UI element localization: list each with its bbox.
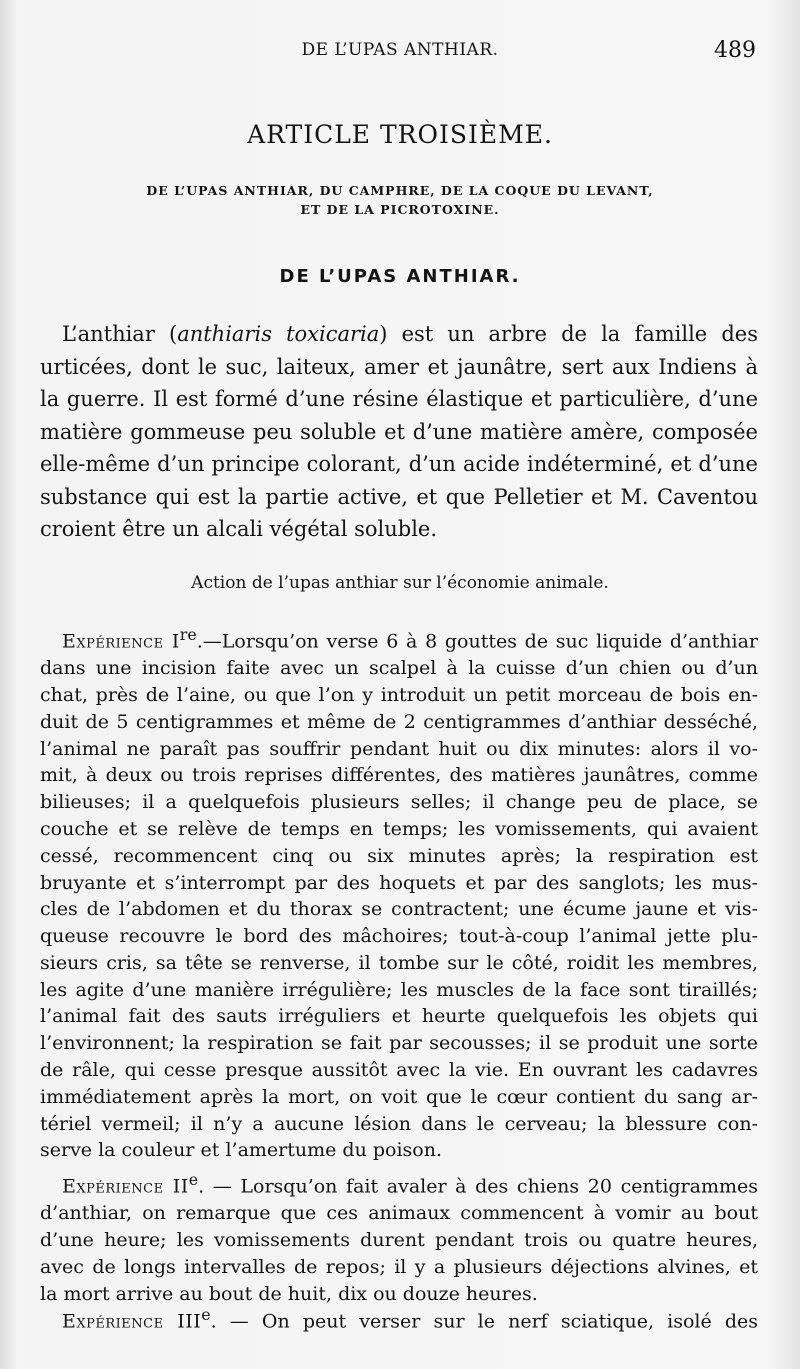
experience-line: d’une heure; les vomissements durent pendant trois ou quatre heures,: [40, 1228, 758, 1251]
intro-line: croient être un alcali végétal soluble.: [40, 517, 438, 541]
intro-paragraph: [40, 318, 758, 546]
experience-line: serve la couleur et l’amertume du poison.: [40, 1139, 442, 1162]
page-number: 489: [714, 38, 756, 63]
experience-text: .—Lorsqu’on verse 6 à 8 gouttes de suc liquide d’anthiar: [196, 630, 758, 653]
experience-line: l’animal fait des sauts irréguliers et heurte quelquefois les objets qui: [40, 1005, 758, 1028]
intro-line: substance qui est la partie active, et que Pelletier et M. Caventou: [40, 484, 758, 509]
experience-line: bruyante et s’interrompt par des hoquets et par des sanglots; les mus-: [40, 871, 758, 894]
experience-line: de râle, qui cesse presque aussitôt avec la vie. En ouvrant les cadavres: [40, 1059, 758, 1082]
experience-label: Expérience II: [62, 1175, 189, 1198]
intro-line: urticées, dont le suc, laiteux, amer et jaunâtre, sert aux Indiens à: [40, 354, 758, 379]
experience-label-sup: e: [188, 1170, 199, 1189]
intro-text: ) est un arbre de la famille des: [379, 322, 758, 346]
experience-line: les agite d’une manière irrégulière; les muscles de la face sont tiraillés;: [40, 978, 758, 1001]
experience-line: la mort arrive au bout de huit, dix ou douze heures.: [40, 1282, 538, 1305]
subsection-title: Action de l’upas anthiar sur l’économie animale.: [191, 573, 609, 593]
experience-line: immédiatement après la mort, on voit que le cœur contient du sang ar-: [40, 1085, 758, 1108]
article-title: ARTICLE TROISIÈME.: [247, 120, 553, 149]
running-head: [0, 38, 800, 68]
intro-text: L’anthiar (: [62, 322, 178, 346]
experience-line: dans une incision faite avec un scalpel à la cuisse d’un chien ou d’un: [40, 657, 758, 680]
experience-line: l’environnent; la respiration se fait par secousses; il se produit une sorte: [40, 1032, 758, 1055]
species-name: anthiaris toxicaria: [177, 322, 380, 346]
experience-1-first-line: [40, 622, 758, 655]
experience-text: . — On peut verser sur le nerf sciatique, isolé des: [210, 1310, 758, 1333]
experience-2: [40, 1167, 758, 1307]
experience-line: avec de longs intervalles de repos; il y a plusieurs déjections alvines, et: [40, 1255, 758, 1278]
experience-1: [40, 622, 758, 1164]
intro-line: elle-même d’un principe colorant, d’un acide indéterminé, et d’une: [40, 452, 758, 476]
experience-line: queuse recouvre le bord des mâchoires; tout-à-coup l’animal jette plu-: [40, 925, 758, 948]
experience-line: mit, à deux ou trois reprises différentes, des matières jaunâtres, comme: [40, 764, 758, 787]
experience-3: [40, 1302, 758, 1335]
article-subtitle-line-1: DE L’UPAS ANTHIAR, DU CAMPHRE, DE LA COQUE DU LEVANT,: [146, 183, 654, 198]
experience-line: tériel vermeil; il n’y a aucune lésion dans le cerveau; la blessure con-: [40, 1112, 758, 1135]
section-heading: DE L’UPAS ANTHIAR.: [279, 266, 521, 287]
experience-line: sieurs cris, sa tête se renverse, il tombe sur le côté, roidit les membres,: [40, 951, 758, 974]
experience-label-sup: e: [201, 1305, 211, 1324]
experience-line: l’animal ne paraît pas souffrir pendant huit ou dix minutes: alors il vo-: [40, 737, 758, 760]
experience-line: cles de l’abdomen et du thorax se contractent; une écume jaune et vis-: [40, 898, 758, 921]
intro-line-first: [40, 318, 758, 351]
article-subtitle-line-2: ET DE LA PICROTOXINE.: [300, 202, 500, 217]
intro-line: la guerre. Il est formé d’une résine élastique et particulière, d’une: [40, 387, 758, 411]
experience-line: chat, près de l’aine, ou que l’on y introduit un petit morceau de bois en-: [40, 683, 758, 706]
experience-2-first-line: [40, 1167, 758, 1200]
experience-text: . — Lorsqu’on fait avaler à des chiens 20 centigrammes: [198, 1175, 758, 1198]
experience-line: bilieuses; il a quelquefois plusieurs selles; il change peu de place, se: [40, 791, 758, 814]
experience-3-first-line: [40, 1302, 758, 1335]
experience-line: d’anthiar, on remarque que ces animaux commencent à vomir au bout: [40, 1202, 758, 1225]
experience-line: duit de 5 centigrammes et même de 2 centigrammes d’anthiar desséché,: [40, 710, 758, 733]
experience-line: couche et se relève de temps en temps; les vomissements, qui avaient: [40, 817, 758, 840]
running-title: DE L’UPAS ANTHIAR.: [301, 40, 499, 60]
experience-label: Expérience III: [62, 1310, 202, 1333]
intro-line: matière gommeuse peu soluble et d’une matière amère, composée: [40, 419, 758, 444]
experience-line: cessé, recommencent cinq ou six minutes après; la respiration est: [40, 844, 758, 867]
experience-label-sup: re: [179, 625, 197, 644]
experience-label: Expérience I: [62, 630, 180, 653]
